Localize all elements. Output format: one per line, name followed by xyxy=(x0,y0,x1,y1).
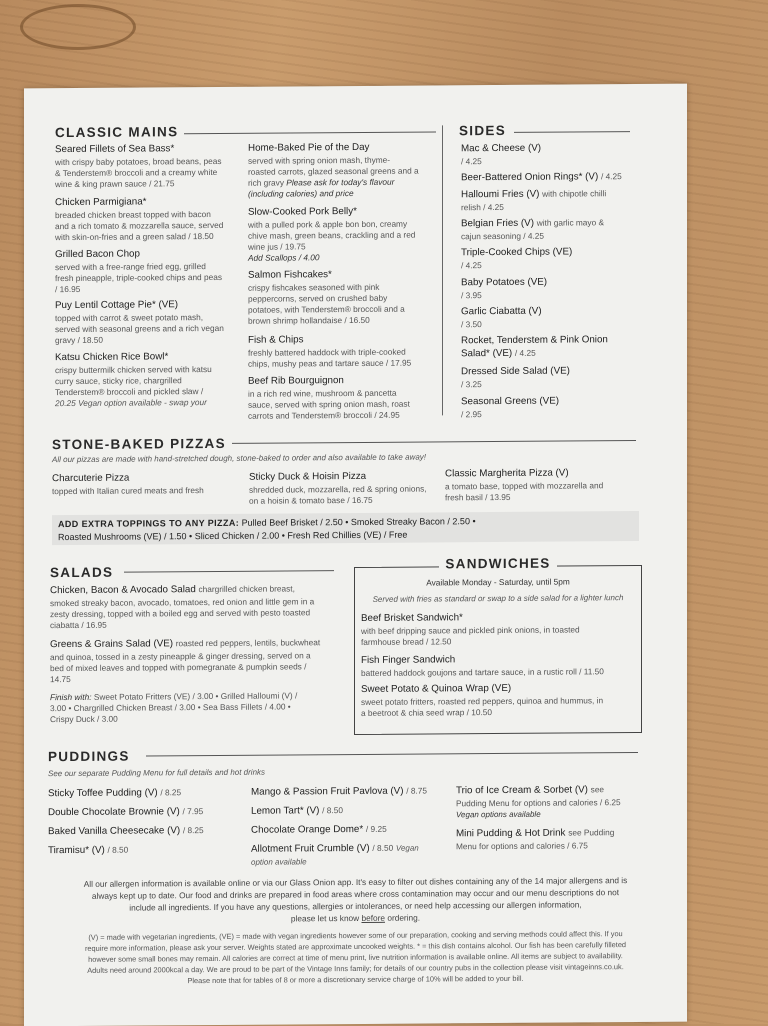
dish-note: (including calories) and price xyxy=(248,188,354,199)
dish-desc: wine & king prawn sauce / 21.75 xyxy=(55,178,175,190)
pizzas-rule xyxy=(232,440,636,444)
puddings-intro: See our separate Pudding Menu for full details and hot drinks xyxy=(48,767,266,779)
sandwich-name: Sweet Potato & Quinoa Wrap (VE) xyxy=(361,682,512,695)
side-name: Baby Potatoes (VE) xyxy=(461,276,548,289)
dish-desc: brown shrimp hollandaise / 16.50 xyxy=(248,314,370,326)
pudding-desc: see Pudding xyxy=(568,827,615,838)
sandwich-desc: with beef dripping sauce and pickled pink onions, in toasted xyxy=(361,624,580,636)
side-name: Beer-Battered Onion Rings* (V) xyxy=(461,171,599,184)
footer-text: however some small bones may remain. All calories are correct at time of menu print, live nutrition information is available online. All items are subject to availability. xyxy=(88,951,623,964)
dish-desc: chips, mushy peas and tartare sauce / 17.95 xyxy=(248,357,412,369)
dish-name: Grilled Bacon Chop xyxy=(55,248,140,261)
side-name: Halloumi Fries (V) xyxy=(461,188,540,201)
pudding-name: Lemon Tart* (V) xyxy=(251,805,320,817)
dish-desc: with crispy baby potatoes, broad beans, peas xyxy=(55,155,222,168)
side-name: Mac & Cheese (V) xyxy=(461,142,542,155)
column-divider xyxy=(442,125,443,415)
pudding-price: / 8.25 xyxy=(182,825,204,836)
side-desc: with garlic mayo & xyxy=(536,217,605,228)
dish-desc: peppercorns, served on crushed baby xyxy=(248,292,388,304)
dish-desc: served with seasonal greens and a rich vegan xyxy=(55,322,224,335)
pudding-name: Trio of Ice Cream & Sorbet (V) xyxy=(456,784,588,797)
dish-desc: roasted carrots, glazed seasonal greens and a xyxy=(248,165,419,177)
dish-desc: / 16.95 xyxy=(55,283,81,295)
pudding-name: Mini Pudding & Hot Drink xyxy=(456,827,566,840)
salad-name: Chicken, Bacon & Avocado Salad xyxy=(50,584,196,597)
side-name: Belgian Fries (V) xyxy=(461,217,534,230)
dish-desc: potatoes, with Tenderstem® broccoli and a xyxy=(248,303,405,315)
side-price: / 2.95 xyxy=(461,409,482,420)
allergen-text: please let us know xyxy=(290,912,360,924)
pizza-desc: shredded duck, mozzarella, red & spring onions, xyxy=(249,483,427,495)
dish-name: Puy Lentil Cottage Pie* (VE) xyxy=(55,299,179,312)
salads-heading: SALADS xyxy=(50,564,114,581)
dish-name: Fish & Chips xyxy=(248,334,304,346)
pudding-price: / 8.25 xyxy=(160,787,182,798)
pudding-name: Allotment Fruit Crumble (V) xyxy=(251,842,370,855)
dish-desc: gravy / 18.50 xyxy=(55,334,103,346)
side-price: / 3.95 xyxy=(461,290,482,301)
sandwich-name: Beef Brisket Sandwich* xyxy=(361,612,463,624)
sandwiches-heading-wrap xyxy=(354,555,642,572)
pizza-desc: on a hoisin & tomato base / 16.75 xyxy=(249,494,373,506)
salad-desc: ciabatta / 16.95 xyxy=(50,619,107,631)
pudding-price: / 8.75 xyxy=(406,785,427,796)
dish-desc: crispy fishcakes seasoned with pink xyxy=(248,281,380,293)
pizzas-heading: STONE-BAKED PIZZAS xyxy=(52,435,226,453)
dish-note: Add Scallops / 4.00 xyxy=(248,252,320,263)
side-name: Garlic Ciabatta (V) xyxy=(461,305,542,318)
pudding-name: Mango & Passion Fruit Pavlova (V) xyxy=(251,785,404,798)
footer-text: require more information, please ask your server. Weights stated are approximate uncooked weights. * = this dish contains alcohol. Our fish has been carefully filleted xyxy=(84,940,627,953)
sides-rule xyxy=(514,131,630,133)
pizza-name: Classic Margherita Pizza (V) xyxy=(445,467,569,480)
pizza-desc: fresh basil / 13.95 xyxy=(445,491,511,503)
footer-text: Adults need around 2000kcal a day. We are proud to be part of the Vintage Inns family; for details of our country pubs in the collection please visit vintageinns.co.uk. xyxy=(87,962,624,975)
sandwiches-note: Served with fries as standard or swap to a side salad for a lighter lunch xyxy=(372,593,624,604)
dish-desc: carrots and Tenderstem® broccoli / 24.95 xyxy=(248,409,400,421)
side-name: Salad* (VE) xyxy=(461,347,513,360)
sandwich-desc: battered haddock goujons and tartare sauce, in a rustic roll / 11.50 xyxy=(361,666,604,678)
sandwiches-heading: SANDWICHES xyxy=(439,556,556,572)
dish-note: Please ask for today's flavour xyxy=(286,176,395,188)
allergen-text: All our allergen information is available online or via our Glass Onion app. It's easy to filter out dishes containing any of the 14 major allergens and is xyxy=(83,875,628,889)
dish-desc: served with spring onion mash, thyme- xyxy=(248,154,391,166)
side-price: / 4.25 xyxy=(600,171,622,182)
pizza-name: Charcuterie Pizza xyxy=(52,472,130,485)
salad-desc: bed of mixed leaves and topped with pomegranate & pumpkin seeds / xyxy=(50,661,307,674)
wood-knot xyxy=(20,4,136,50)
side-name: Dressed Side Salad (VE) xyxy=(461,365,570,378)
pudding-name: Baked Vanilla Cheesecake (V) xyxy=(48,825,181,838)
menu-page xyxy=(24,84,687,1026)
allergen-text: always kept up to date. Our food and drinks are prepared in food areas where cross contamination may occur and our menu descriptions do not xyxy=(91,887,620,901)
dish-desc: Tenderstem® broccoli and pickled slaw / xyxy=(55,386,204,398)
dish-desc: breaded chicken breast topped with bacon xyxy=(55,209,211,221)
pudding-desc: Pudding Menu for options and calories / 6.25 xyxy=(456,797,621,809)
side-price: / 4.25 xyxy=(514,347,536,358)
sides-heading: SIDES xyxy=(459,122,507,139)
side-price: / 4.25 xyxy=(461,156,482,167)
dish-name: Beef Rib Bourguignon xyxy=(248,375,344,387)
dish-desc: served with a free-range fried egg, grilled xyxy=(55,261,206,273)
sandwich-desc: farmhouse bread / 12.50 xyxy=(361,636,452,647)
dish-desc: rich gravy xyxy=(248,177,284,188)
pudding-desc: Menu for options and calories / 6.75 xyxy=(456,840,588,852)
side-price: / 3.50 xyxy=(461,319,482,330)
sandwich-desc: a beetroot & chia seed wrap / 10.50 xyxy=(361,707,492,718)
side-name: Seasonal Greens (VE) xyxy=(461,395,560,408)
salad-name: Greens & Grains Salad (VE) xyxy=(50,638,174,651)
footer-text: (V) = made with vegetarian ingredients, (VE) = made with vegan ingredients however some of our preparation, cooking and serving methods could affect this. If you xyxy=(88,929,623,942)
salad-desc: roasted red peppers, lentils, buckwheat xyxy=(175,637,321,649)
dish-desc: sauce, served with spring onion mash, roast xyxy=(248,398,410,410)
pudding-price: / 8.50 xyxy=(322,805,343,816)
toppings-label: ADD EXTRA TOPPINGS TO ANY PIZZA: xyxy=(58,517,240,530)
pudding-price: / 9.25 xyxy=(365,823,387,834)
side-desc: with chipotle chilli xyxy=(542,188,607,199)
side-name: Rocket, Tenderstem & Pink Onion xyxy=(461,334,608,347)
side-price: / 4.25 xyxy=(461,260,482,271)
pudding-note: option available xyxy=(251,857,307,867)
pudding-name: Sticky Toffee Pudding (V) xyxy=(48,787,158,800)
toppings-list: Pulled Beef Brisket / 2.50 • Smoked Streaky Bacon / 2.50 • xyxy=(241,516,476,528)
salad-desc: and quinoa, tossed in a zesty pineapple & ginger dressing, served on a xyxy=(50,650,311,663)
side-price: / 3.25 xyxy=(461,379,482,390)
salads-rule xyxy=(124,570,334,572)
dish-name: Chicken Parmigiana* xyxy=(55,196,147,209)
sandwiches-availability: Available Monday - Saturday, until 5pm xyxy=(426,576,570,588)
salad-desc: smoked streaky bacon, avocado, tomatoes, red onion and little gem in a xyxy=(50,596,315,609)
pizza-desc: a tomato base, topped with mozzarella and xyxy=(445,480,604,492)
pudding-note: Vegan xyxy=(395,843,419,853)
dish-name: Seared Fillets of Sea Bass* xyxy=(55,143,175,156)
pudding-note: Vegan options available xyxy=(456,809,541,820)
dish-desc: curry sauce, sticky rice, chargrilled xyxy=(55,375,182,387)
dish-desc: fresh pineapple, triple-cooked chips and peas xyxy=(55,271,222,284)
salad-desc: 14.75 xyxy=(50,673,71,685)
salad-desc: zesty dressing, topped with a boiled egg and served with pesto toasted xyxy=(50,607,311,620)
pizzas-intro: All our pizzas are made with hand-stretched dough, stone-baked to order and also available to take away! xyxy=(52,452,426,465)
dish-desc: & Tenderstem® broccoli and a creamy white xyxy=(55,166,218,179)
pizza-desc: topped with Italian cured meats and fresh xyxy=(52,485,204,497)
side-price: cajun seasoning / 4.25 xyxy=(461,230,545,242)
dish-desc: freshly battered haddock with triple-cooked xyxy=(248,346,406,358)
puddings-rule xyxy=(146,752,638,756)
finish-list: 3.00 • Chargrilled Chicken Breast / 3.00 • Sea Bass Fillets / 4.00 • xyxy=(50,701,291,714)
dish-desc: with skin-on-fries and a green salad / 18.50 xyxy=(55,230,214,243)
sandwich-name: Fish Finger Sandwich xyxy=(361,654,456,666)
pudding-desc: see xyxy=(590,784,605,795)
finish-list: Sweet Potato Fritters (VE) / 3.00 • Grilled Halloumi (V) / xyxy=(93,690,298,702)
pudding-price: / 8.50 xyxy=(372,842,394,853)
pizza-name: Sticky Duck & Hoisin Pizza xyxy=(249,470,367,483)
pudding-price: / 8.50 xyxy=(107,844,129,855)
salad-desc: chargrilled chicken breast, xyxy=(198,583,295,595)
dish-desc: and a rich tomato & mozzarella sauce, served xyxy=(55,219,224,232)
allergen-text: include all ingredients. If you have any questions, allergies or intolerances, or need help accessing our allergen information, xyxy=(129,899,582,913)
dish-name: Home-Baked Pie of the Day xyxy=(248,141,370,154)
allergen-text: ordering. xyxy=(387,912,421,923)
classic-mains-rule xyxy=(184,131,436,134)
dish-desc: in a rich red wine, mushroom & pancetta xyxy=(248,387,397,399)
dish-desc: chive mash, green beans, crackling and a red xyxy=(248,229,416,241)
dish-desc: with a pulled pork & apple bon bon, creamy xyxy=(248,218,408,230)
puddings-heading: PUDDINGS xyxy=(48,748,130,765)
pudding-price: / 7.95 xyxy=(182,806,204,817)
finish-label: Finish with: xyxy=(50,691,92,703)
dish-desc: topped with carrot & sweet potato mash, xyxy=(55,312,204,324)
allergen-text: before xyxy=(361,912,386,923)
pudding-name: Double Chocolate Brownie (V) xyxy=(48,806,180,819)
side-price: relish / 4.25 xyxy=(461,201,504,213)
dish-desc: 20.25 Vegan option available - swap your xyxy=(55,397,207,409)
classic-mains-heading: CLASSIC MAINS xyxy=(55,124,179,141)
pudding-name: Tiramisu* (V) xyxy=(48,844,105,857)
dish-name: Slow-Cooked Pork Belly* xyxy=(248,205,357,218)
finish-list: Crispy Duck / 3.00 xyxy=(50,713,118,725)
dish-name: Katsu Chicken Rice Bowl* xyxy=(55,351,169,364)
toppings-list: Roasted Mushrooms (VE) / 1.50 • Sliced Chicken / 2.00 • Fresh Red Chillies (VE) / Free xyxy=(58,529,408,543)
sandwich-desc: sweet potato fritters, roasted red peppers, quinoa and hummus, in xyxy=(361,695,604,707)
dish-desc: wine jus / 19.75 xyxy=(248,241,306,252)
dish-desc: crispy buttermilk chicken served with katsu xyxy=(55,364,212,376)
dish-name: Salmon Fishcakes* xyxy=(248,269,332,281)
side-name: Triple-Cooked Chips (VE) xyxy=(461,246,573,259)
footer-text: Please note that for tables of 8 or more a discretionary service charge of 10% will be added to your bill. xyxy=(187,973,524,986)
pudding-name: Chocolate Orange Dome* xyxy=(251,823,364,836)
